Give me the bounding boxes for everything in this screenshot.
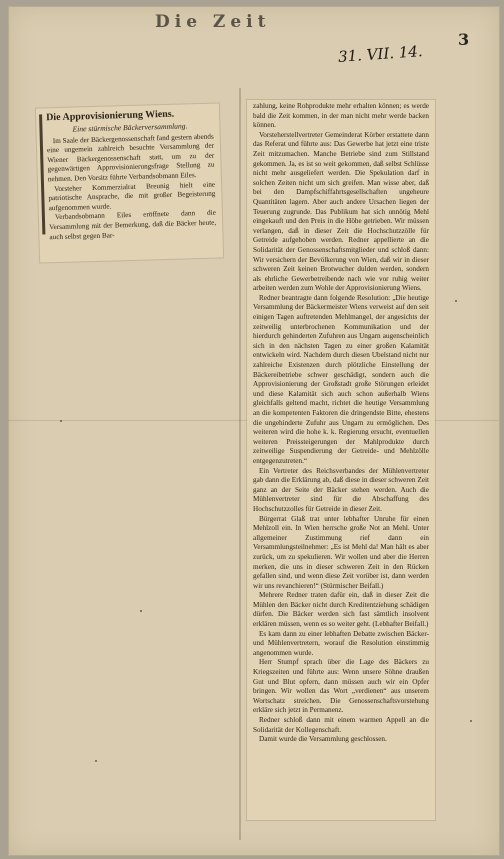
paper-speck bbox=[60, 420, 62, 422]
paragraph: Redner beantragte dann folgende Resolution: „Die heutige Versammlung der Bäckermeister Wiens verweist auf den seit einigen Tagen auftretenden Mehlmangel, der angesichts der zeitweilig unterbrochenen Kommunikation und der hierdurch gehinderten Zufuhren aus Ungarn augenscheinlich sich in den nächsten Tagen zu einer großen Kalamität entwickeln wird. Nachdem durch diesen Ubelstand nicht nur zahlreiche Existenzen durch plötzliche Einstellung der Bäckereibetriebe schwer geschädigt, sondern auch die Approvisionierung der Großstadt große Störungen erleidet und diese Kalamität sich auch schon außerhalb Wiens gleichfalls geltend macht, richtet die heutige Versammlung an die kompetenten Faktoren die dringendste Bitte, ehestens die ungehinderte Zufuhr aus Ungarn zu ermöglichen. Des weiteren wird die hohe k. k. Regierung ersucht, eventuellen weiteren Preissteigerungen der Mahlprodukte durch zeitweilige Suspendierung der Getreide- und Mehlzölle entgegenzutreten.“ bbox=[253, 293, 429, 465]
clipping-right bbox=[247, 100, 435, 820]
clipping-left bbox=[36, 103, 223, 262]
article-headline: Die Approvisionierung Wiens. bbox=[45, 108, 175, 124]
paragraph: Herr Stumpf sprach über die Lage des Bäckers zu Kriegszeiten und führte aus: Wenn unsere Söhne draußen Gut und Blut opfern, dann müssen auch wir ein Opfer bringen. Wir wollen das Wort „verdienen“ aus unserem Wortschatz streichen. Die Genossenschaftsvorstehung erkläre sich jetzt in Permanenz. bbox=[253, 658, 429, 715]
paragraph: Verbandsobmann Eiles eröffnete dann die Versammlung mit der Bemerkung, daß die Bäcker heute, auch selbst gegen Bar- bbox=[49, 208, 217, 241]
paper-speck bbox=[140, 610, 142, 612]
paper-speck bbox=[95, 760, 97, 762]
masthead: Die Zeit bbox=[155, 12, 271, 32]
paragraph: Damit wurde die Versammlung geschlossen. bbox=[259, 735, 387, 744]
handwritten-date: 31. VII. 14. bbox=[337, 42, 424, 66]
paragraph: Mehrere Redner traten dafür ein, daß in dieser Zeit die Mühlen den Bäcker nicht durch Kreditentziehung schädigen dürfen. Die Bäcker werden sich fast sämtlich insolvent erklären müssen, wenn es so weiter geht. (Lebhafter Beifall.) bbox=[253, 591, 429, 629]
fold-line bbox=[239, 88, 241, 840]
article-subhead: Eine stürmische Bäckerversammlung. bbox=[72, 121, 188, 134]
paragraph: zahlung, keine Rohprodukte mehr erhalten können; es werde bald die Zeit kommen, in der man nicht mehr werde backen können. bbox=[253, 102, 429, 130]
paragraph: Es kam dann zu einer lebhaften Debatte zwischen Bäcker- und Mühlenvertretern, worauf die Resolution einstimmig angenommen wurde. bbox=[253, 629, 429, 657]
paragraph: Redner schloß dann mit einem warmen Appell an die Solidarität der Kollegenschaft. bbox=[253, 716, 429, 734]
margin-bar bbox=[39, 114, 45, 234]
paragraph: Bürgerrat Glaß trat unter lebhafter Unruhe für einen Mehlzoll ein. In Wien herrsche große Not an Mehl. Unter allgemeiner Zustimmung rief dann ein Versammlungsteilnehmer: „Es ist Mehl da! Man hält es aber zurück, um zu spekulieren. Wir wollen und aber die Herren merken, die uns in dieser schweren Zeit in den Rücken gefallen sind, und wenn diese Zeit vorüber ist, dann werden wir uns revanchieren!“ (Stürmischer Beifall.) bbox=[253, 514, 429, 590]
paragraph: Im Saale der Bäckergenossenschaft fand gestern abends eine ungemein zahlreich besuchte Versammlung der Wiener Bäckergenossenschaft statt, um zu der gegenwärtigen Approvisionierungsfrage Stellung zu nehmen. Den Vorsitz führte Verbandsobmann Eiles. bbox=[46, 132, 215, 184]
paragraph: Vorsteher Kommerzialrat Breunig hielt eine patriotische Ansprache, die mit großer Begeisterung aufgenommen wurde. bbox=[48, 180, 216, 213]
page-number: 3 bbox=[458, 30, 470, 49]
paper-speck bbox=[470, 720, 472, 722]
paper-speck bbox=[455, 300, 457, 302]
paragraph: Vorsteherstellvertreter Gemeinderat Körber erstattete dann das Referat und führte aus: Das Gewerbe hat jetzt eine triste Zeit mitzumachen. Manche Betriebe sind zum Stillstand gekommen. Ja, es ist so weit gekommen, daß selbst Schlüsse nicht mehr ausgeliefert werden. Die Spekulation darf in solchen Zeiten nicht um sich greifen. Man wisse aber, daß bei den Dampfschiffahrtsgesellschaften ungeheure Quantitäten lagern. Aber auch andere Ursachen liegen der Teuerung zugrunde. Das Publikum hat sich unnötig Mehl eingekauft und den Preis in die Höhe getrieben. Wir müssen verlangen, daß in dieser Zeit die Hochschutzzölle für Getreide aufgehoben werden. Redner appellierte an die Solidarität der Genossenschaftsmitglieder und schloß dann: Wir versichern der Bevölkerung von Wien, daß wir in dieser schweren Zeit keinen Brotwucher dulden werden, sondern als ehrliche Gewerbetreibende nach wie vor ruhig weiter arbeiten werden zum Wohle der Approvisionierung Wiens. bbox=[253, 130, 429, 293]
paragraph: Ein Vertreter des Reichsverbandes der Mühlenvertreter gab dann die Erklärung ab, daß diese in dieser schweren Zeit ganz an der Seite der Bäcker stehen werden. Auch die Mühlenvertreter sind für die Abschaffung des Hochschutzzolles für Getreide in dieser Zeit. bbox=[253, 466, 429, 513]
